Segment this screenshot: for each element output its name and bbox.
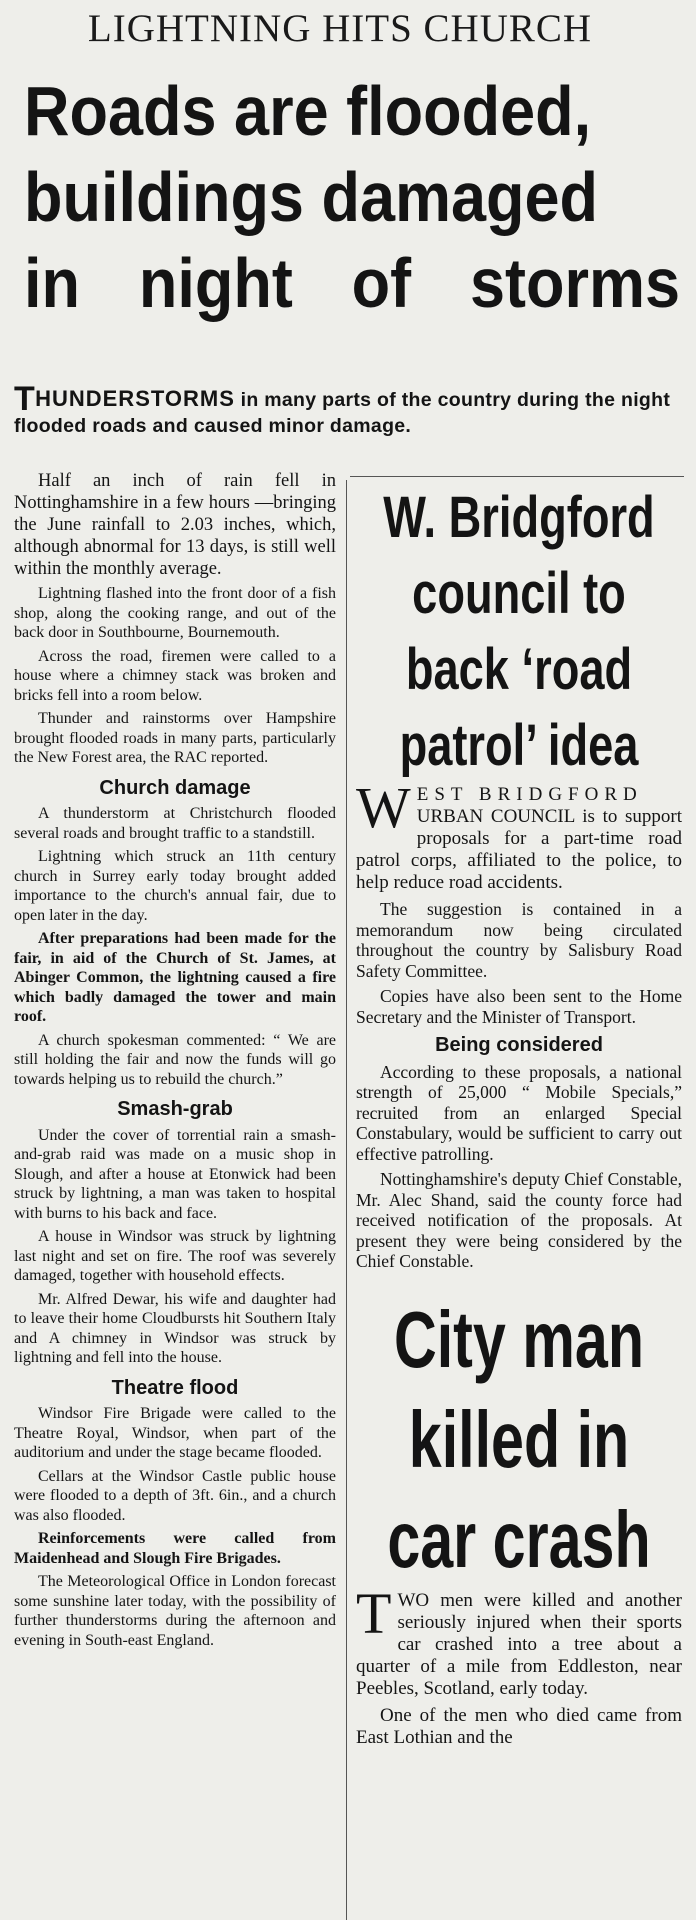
column-rule-vertical xyxy=(346,480,347,1920)
column-rule-horizontal xyxy=(350,476,684,477)
headline-line-3 xyxy=(24,240,680,326)
subheading-theatre-flood: Theatre flood xyxy=(111,1376,239,1399)
subheading-church-damage: Church damage xyxy=(99,776,251,799)
headline-line: killed in xyxy=(408,1394,630,1484)
right-column xyxy=(356,480,682,1754)
headline-word: night xyxy=(138,244,293,322)
article-paragraph: Lightning which struck an 11th century church in Surrey early today brought added importance to the church's annual fair, due to open later in the day. xyxy=(14,848,336,924)
kicker-headline: LIGHTNING HITS CHURCH xyxy=(87,7,593,50)
article-paragraph: A church spokesman commented: “ We are still holding the fair and now the funds will go towards helping us to rebuild the church.” xyxy=(14,1031,336,1088)
article-paragraph: According to these proposals, a national strength of 25,000 “ Mobile Specials,” recruited from an enlarged Special Constabulary, would be sufficient to carry out effective patrolling. xyxy=(356,1061,682,1164)
article-paragraph: Mr. Alfred Dewar, his wife and daughter had to leave their home Cloudbursts hit Southern Italy and A chimney in Windsor was struck by lightning and fell into the house. xyxy=(14,1290,336,1366)
article-paragraph: A thunderstorm at Christchurch flooded several roads and brought traffic to a standstill. xyxy=(14,805,336,842)
headline-line: patrol’ idea xyxy=(399,713,639,778)
headline-line: council to xyxy=(412,561,626,626)
lead-caps: EST BRIDGFORD xyxy=(416,784,643,805)
lead-paragraph xyxy=(14,380,674,439)
lead-caps: HUNDERSTORMS xyxy=(35,386,235,411)
article-lead-paragraph xyxy=(356,775,683,894)
headline-word: in xyxy=(24,244,80,322)
article-paragraph: The Meteorological Office in London forecast some sunshine later today, with the possibility of further thunderstorms during the afternoon and evening in South-east England. xyxy=(14,1573,336,1649)
headline-line-1: Roads are flooded, xyxy=(24,72,592,150)
bridgford-article-body xyxy=(356,775,683,1272)
headline-line: City man xyxy=(393,1294,645,1384)
article-paragraph: Windsor Fire Brigade were called to the Theatre Royal, Windsor, when part of the auditorium and under the stage became flooded. xyxy=(14,1405,336,1461)
article-paragraph: The suggestion is contained in a memorandum now being circulated throughout the country by Salisbury Road Safety Committee. xyxy=(356,899,682,981)
car-crash-article-body xyxy=(356,1580,682,1749)
article-paragraph: Across the road, firemen were called to a house where a chimney stack was broken and bricks fell into a room below. xyxy=(14,647,336,704)
bridgford-headline xyxy=(363,480,675,784)
article-paragraph: A house in Windsor was struck by lightning last night and set on fire. The roof was severely damaged, together with household effects. xyxy=(14,1228,336,1284)
headline-line: car crash xyxy=(387,1494,651,1584)
article-paragraph: Copies have also been sent to the Home Secretary and the Minister of Transport. xyxy=(356,986,682,1027)
headline-word: of xyxy=(351,244,412,322)
article-paragraph: Nottinghamshire's deputy Chief Constable, Mr. Alec Shand, said the county force had received notification of the proposals. At present they were being considered by the Chief Constable. xyxy=(356,1169,682,1271)
article-lead-paragraph xyxy=(356,1580,682,1700)
subheading-smash-grab: Smash-grab xyxy=(117,1098,233,1120)
headline-word: storms xyxy=(470,244,681,322)
article-paragraph: Lightning flashed into the front door of a fish shop, along the cooking range, and out of the back door in Southbourne, Bournemouth. xyxy=(14,585,336,641)
article-paragraph: Under the cover of torrential rain a smash-and-grab raid was made on a music shop in Slough, and after a house at Etonwick had been struck by lightning, a man was taken to hospital with burns to his back and face. xyxy=(14,1126,336,1222)
lead-text: men were killed and another seriously injured when their sports car crashed into a tree about a quarter of a mile from Eddleston, near Peebles, Scotland, early today. xyxy=(356,1589,682,1699)
lead-dropcap: T xyxy=(14,380,36,418)
subheading-being-considered: Being considered xyxy=(435,1034,603,1056)
lead-caps: URBAN COUNCIL xyxy=(416,806,575,827)
article-paragraph: Cellars at the Windsor Castle public house were flooded to a depth of 3ft. 6in., and a church was also flooded. xyxy=(14,1467,336,1524)
main-headline xyxy=(24,68,681,326)
article-paragraph-bold: After preparations had been made for the fair, in aid of the Church of St. James, at Abinger Common, the lightning caused a fire which badly damaged the tower and main roof. xyxy=(14,930,336,1025)
article-dropcap: W xyxy=(356,775,411,840)
car-crash-headline xyxy=(356,1290,682,1590)
lead-caps: WO xyxy=(397,1589,430,1611)
headline-line: W. Bridgford xyxy=(383,485,655,550)
lead-text: is to support proposals for a part-time road patrol corps, affiliated to the police, to help reduce road accidents. xyxy=(356,806,683,893)
storms-article-body xyxy=(14,470,336,1654)
lead-text: in many parts of the country during the night flooded roads and caused minor damage. xyxy=(14,389,671,437)
headline-line-2: buildings damaged xyxy=(24,158,599,236)
article-paragraph: One of the men who died came from East Lothian and the xyxy=(356,1704,682,1748)
article-paragraph-bold: Reinforcements were called from Maidenhead and Slough Fire Brigades. xyxy=(14,1530,336,1567)
article-paragraph: Thunder and rainstorms over Hampshire brought flooded roads in many parts, particularly the New Forest area, the RAC reported. xyxy=(14,710,336,766)
headline-line: back ‘road xyxy=(405,637,633,702)
article-paragraph: Half an inch of rain fell in Nottinghamshire in a few hours —bringing the June rainfall to 2.03 inches, which, although abnormal for 13 days, is still well within the monthly average. xyxy=(14,471,336,579)
article-dropcap: T xyxy=(356,1580,392,1646)
